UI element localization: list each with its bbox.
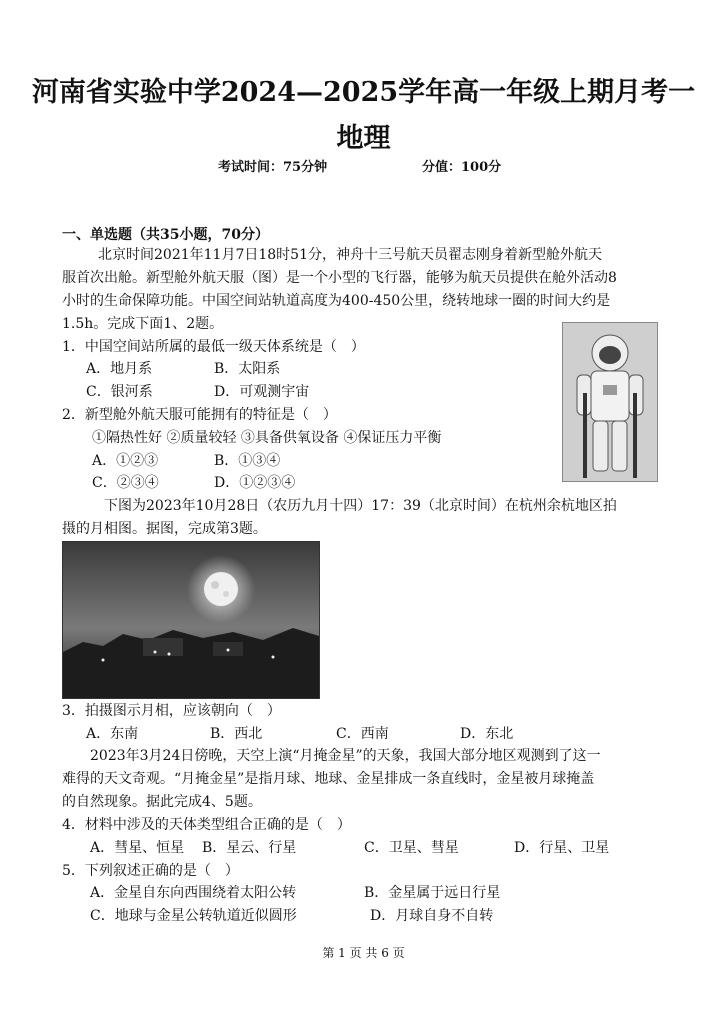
question-3-stem: 3．拍摄图示月相，应该朝向（ ） — [62, 703, 281, 719]
passage1-line: 1.5h。完成下面1、2题。 — [62, 316, 224, 332]
q4-option-a: A．彗星、恒星 — [90, 840, 185, 856]
passage3-line: 难得的天文奇观。“月掩金星”是指月球、地球、金星排成一条直线时，金星被月球掩盖 — [62, 771, 595, 787]
q1-option-d: D．可观测宇宙 — [214, 384, 310, 400]
passage1-line: 服首次出舱。新型舱外航天服（图）是一个小型的飞行器，能够为航天员提供在舱外活动8 — [62, 270, 617, 286]
moon-phase-photo — [62, 541, 320, 699]
passage3-line: 的自然现象。据此完成4、5题。 — [62, 794, 262, 810]
spacesuit-photo — [562, 322, 658, 482]
q5-option-d: D．月球自身不自转 — [370, 908, 494, 924]
passage2-line: 摄的月相图。据图，完成第3题。 — [62, 521, 267, 537]
passage3-line: 2023年3月24日傍晚，天空上演“月掩金星”的天象，我国大部分地区观测到了这一 — [90, 748, 601, 764]
q3-option-d: D．东北 — [460, 726, 514, 742]
passage1-line: 小时的生命保障功能。中国空间站轨道高度为400-450公里，绕转地球一圈的时间大约是 — [62, 293, 611, 309]
exam-time: 考试时间：75分钟 — [218, 160, 328, 175]
q5-option-c: C．地球与金星公转轨道近似圆形 — [90, 908, 297, 924]
page-title: 河南省实验中学2024—2025学年高一年级上期月考一 — [31, 77, 696, 108]
passage2-line: 下图为2023年10月28日（农历九月十四）17：39（北京时间）在杭州余杭地区拍 — [104, 498, 617, 514]
q2-choices: ①隔热性好 ②质量较轻 ③具备供氧设备 ④保证压力平衡 — [92, 430, 442, 446]
question-4-stem: 4．材料中涉及的天体类型组合正确的是（ ） — [62, 817, 351, 833]
q4-option-c: C．卫星、彗星 — [364, 840, 459, 856]
q2-option-d: D．①②③④ — [214, 475, 296, 491]
q1-option-c: C．银河系 — [86, 384, 153, 400]
section-heading: 一、单选题（共35小题，70分） — [62, 227, 269, 243]
q1-option-b: B．太阳系 — [214, 361, 281, 377]
q3-option-b: B．西北 — [210, 726, 263, 742]
q3-option-c: C．西南 — [336, 726, 389, 742]
q2-option-b: B．①③④ — [214, 453, 281, 469]
passage1-line: 北京时间2021年11月7日18时51分，神舟十三号航天员翟志刚身着新型舱外航天 — [98, 247, 602, 263]
score-value: 分值：100分 — [422, 160, 502, 175]
q5-option-b: B．金星属于远日行星 — [364, 885, 501, 901]
question-5-stem: 5．下列叙述正确的是（ ） — [62, 863, 239, 879]
q1-option-a: A．地月系 — [86, 361, 153, 377]
q4-option-b: B．星云、行星 — [202, 840, 297, 856]
q2-option-c: C．②③④ — [92, 475, 159, 491]
q5-option-a: A．金星自东向西围绕着太阳公转 — [90, 885, 297, 901]
q2-option-a: A．①②③ — [92, 453, 159, 469]
page-subtitle: 地理 — [336, 123, 391, 154]
q3-option-a: A．东南 — [86, 726, 139, 742]
q4-option-d: D．行星、卫星 — [514, 840, 610, 856]
page-number: 第 1 页 共 6 页 — [322, 946, 405, 960]
question-2-stem: 2．新型舱外航天服可能拥有的特征是（ ） — [62, 407, 337, 423]
question-1-stem: 1．中国空间站所属的最低一级天体系统是（ ） — [62, 339, 365, 355]
